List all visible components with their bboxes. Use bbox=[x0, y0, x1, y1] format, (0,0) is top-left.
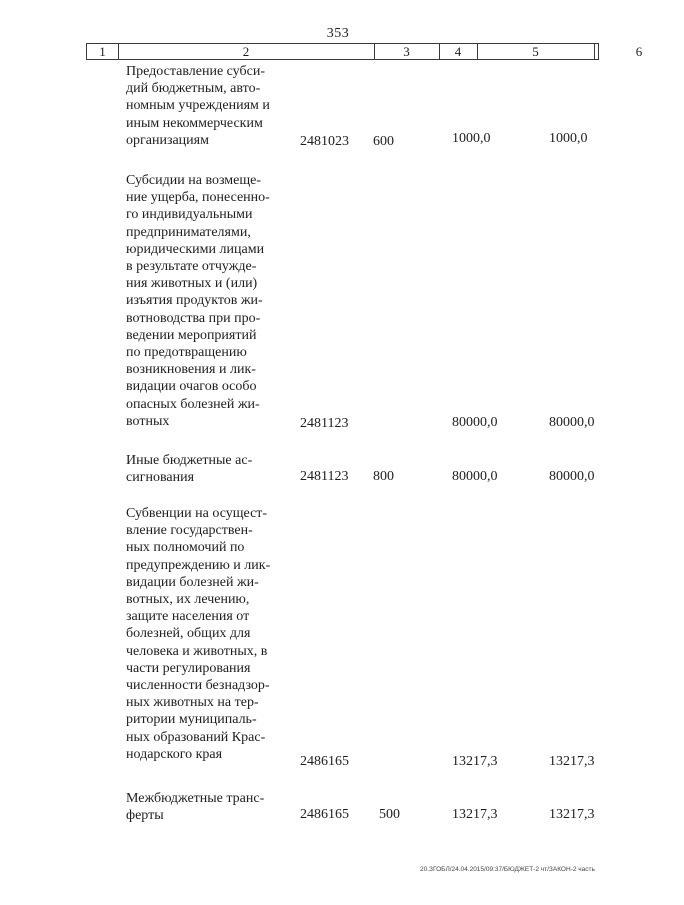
column-header-3: 3 bbox=[374, 44, 440, 59]
column-header-6: 6 bbox=[635, 44, 643, 59]
row-code: 2486165 bbox=[300, 807, 349, 822]
row-value-1: 80000,0 bbox=[452, 415, 498, 430]
row-description: Субвенции на осущест- вление государствен- ных полномочий по предупреждению и лик- видации болезней жи- вотных, их лечению, защите населения от болезней, общих для человека и животных, в части регулирования численности безнадзор- ных животных на тер- ритории муниципаль- ных образований Крас- нодарского края bbox=[126, 506, 271, 762]
row-value-1: 1000,0 bbox=[452, 131, 491, 146]
row-code: 2481123 bbox=[300, 469, 349, 484]
column-header-5: 5 bbox=[477, 44, 595, 59]
row-value-2: 13217,3 bbox=[549, 807, 595, 822]
table-header-row bbox=[86, 43, 643, 60]
column-header-1: 1 bbox=[87, 44, 119, 59]
row-type: 800 bbox=[373, 469, 394, 484]
page-number: 353 bbox=[326, 26, 350, 41]
row-type: 500 bbox=[379, 807, 400, 822]
row-code: 2481023 bbox=[300, 134, 349, 149]
column-header-2: 2 bbox=[118, 44, 375, 59]
column-header-4: 4 bbox=[439, 44, 478, 59]
row-description: Субсидии на возмеще- ние ущерба, понесенно- го индивидуальными предпринимателями, юридическими лицами в результате отчужде- ния животных и (или) изъятия продуктов жи- вотноводства при про- ведении мероприятий по предотвращению возникновения и лик- видации очагов особо опасных болезней жи- вотных bbox=[126, 173, 270, 429]
row-value-1: 80000,0 bbox=[452, 469, 498, 484]
document-footer: 20.ЗГОБЛ/24.04.2015/09:37/БЮДЖЕТ-2 чт/ЗАКОН-2 часть bbox=[420, 866, 595, 873]
row-value-2: 80000,0 bbox=[549, 415, 595, 430]
row-value-1: 13217,3 bbox=[452, 807, 498, 822]
row-value-2: 13217,3 bbox=[549, 754, 595, 769]
row-value-1: 13217,3 bbox=[452, 754, 498, 769]
row-description: Предоставление субси- дий бюджетным, авто- номным учреждениям и иным некоммерческим организациям bbox=[126, 64, 270, 148]
row-code: 2481123 bbox=[300, 416, 349, 431]
row-type: 600 bbox=[373, 134, 394, 149]
row-value-2: 1000,0 bbox=[549, 131, 588, 146]
row-description: Межбюджетные транс- ферты bbox=[126, 791, 265, 824]
row-description: Иные бюджетные ас- сигнования bbox=[126, 453, 253, 486]
row-value-2: 80000,0 bbox=[549, 469, 595, 484]
row-code: 2486165 bbox=[300, 754, 349, 769]
